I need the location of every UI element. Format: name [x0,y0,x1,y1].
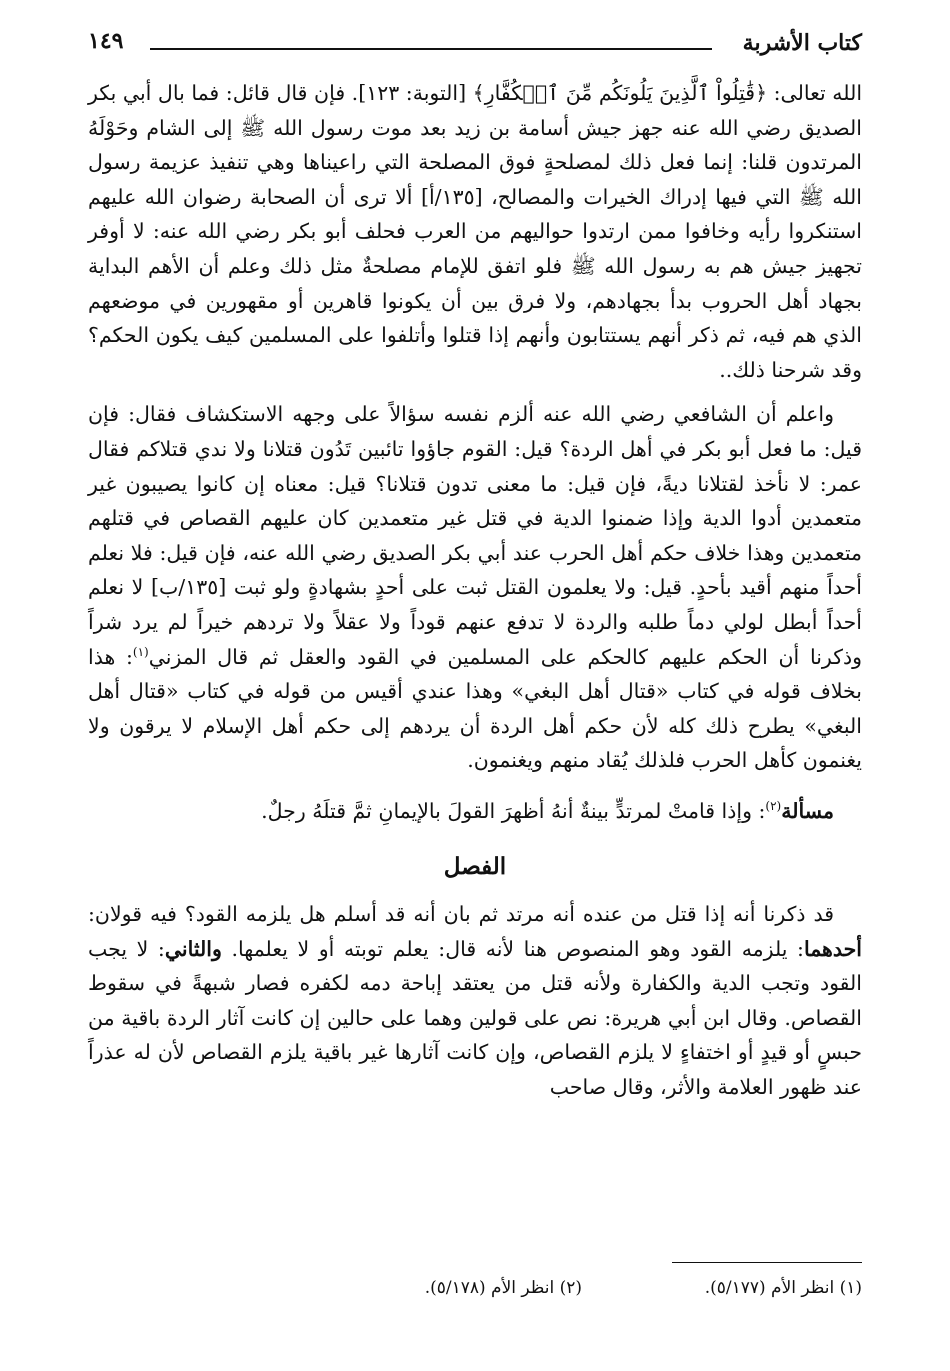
fasl-intro: قد ذكرنا أنه إذا قتل من عنده أنه مرتد ثم بان أنه قد أسلم هل يلزمه القود؟ فيه قولان: [88,902,834,927]
footnote-ref-2: (٢) [765,799,782,814]
footnote-1: (١) انظر الأم (٥/١٧٧). [704,1278,862,1298]
paragraph-2-tail: : هذا بخلاف قوله في كتاب «قتال أهل البغي» وهذا عندي أقيس من قوله في كتاب «قتال أهل البغي» يطرح ذلك كله لأن حكم أهل الردة أن يردهم إلى حكم أهل الإسلام لا يرقون ولا يغنمون كأهل الحرب فلذلك يُقاد منهم ويغنمون. [88,644,862,773]
paragraph-fasl [88,897,862,1105]
page-header [88,26,862,66]
fasl-first-label: أحدهما [803,936,862,961]
paragraph-2 [88,397,862,778]
paragraph-1: الله تعالى: ﴿قَٰتِلُواْ ٱلَّذِينَ يَلُونَكُم مِّنَ ٱلۡكُفَّارِ﴾ [التوبة: ١٢٣]. فإن قال قائل: فما بال أبي بكر الصديق رضي الله عنه جهز جيش أسامة بن زيد بعد موت رسول الله ﷺ إلى الشام وحَوْلَهُ المرتدون قلنا: إنما فعل ذلك لمصلحةٍ فوق المصلحة التي راعيناها وهي تنفيذ عزيمة رسول الله ﷺ التي فيها إدراك الخيرات والمصالح، [١٣٥/أ] ألا ترى أن الصحابة رضوان الله عليهم استنكروا رأيه وخافوا ممن ارتدوا حواليهم من العرب فحلف أبو بكر رضي الله عنه: لا أوفر تجهيز جيش هم به رسول الله ﷺ فلو اتفق للإمام مصلحةٌ مثل ذلك وعلم أن الأهم البداية بجهاد أهل الحروب بدأ بجهادهم، ولا فرق بين أن يكونوا قاهرين أو مقهورين في موضعهم الذي هم فيه، ثم ذكر أنهم يستتابون وأنهم إذا قتلوا وأتلفوا على المسلمين كيف يكون الحكم؟ وقد شرحنا ذلك.. [88,81,863,382]
footnote-rule [672,1262,862,1263]
section-heading: الفصل [443,853,507,881]
fasl-first-text: : يلزمه القود وهو المنصوص هنا لأنه قال: يعلم توبته أو لا يعلمها. [221,936,804,961]
book-title: كتاب الأشربة [742,30,862,56]
header-rule [150,48,712,50]
fasl-second-text: : لا يجب القود وتجب الدية والكفارة ولأنه قتل من يعتقد إباحة دمه لكفره فصار شبهةً في سقوط القصاص. وقال ابن أبي هريرة: نص على قولين وهما على حالين إن كانت آثار الردة باقية من حبسٍ أو قيدٍ أو اختفاءٍ لا يلزم القصاص، وإن كانت آثارها غير باقية يلزم القصاص لأن له عذراً عند ظهور العلامة والأثر، وقال صاحب [88,936,862,1100]
page-number: ١٤٩ [88,28,124,54]
footnote-ref-1: (١) [132,644,149,659]
masala-text: : وإذا قامتْ لمرتدٍّ بينةٌ أنهُ أظهرَ القولَ بالإيمانِ ثمَّ قتلَهُ رجلٌ. [261,798,766,823]
paragraph-2-text: واعلم أن الشافعي رضي الله عنه ألزم نفسه سؤالاً على وجهه الاستكشاف فقال: فإن قيل: ما فعل أبو بكر في أهل الردة؟ قيل: القوم جاؤوا تائبين تَدُون قتلانا ولا ندي قتلاكم فقال عمر: لا نأخذ لقتلانا ديةً، فإن قيل: ما معنى تدون قتلانا؟ قيل: معناه إن كانوا يصيبون غير متعمدين أدوا الدية وإذا ضمنوا الدية في قتل غير متعمدين كان عليهم القصاص في قتلهم متعمدين وهذا خلاف حكم أهل الحرب عند أبي بكر الصديق رضي الله عنه، فإن قيل: فلا نعلم أحداً منهم أقيد بأحدٍ. قيل: ولا يعلمون القتل ثبت على أحدٍ بشهادةٍ ولو ثبت [١٣٥/ب] لا نعلم أحداً أبطل لولي دماً طلبه والردة لا تدفع عنهم قوداً ولا عقلاً ولا تردهم خيراً لم يرد شراً وذكرنا أن الحكم عليهم كالحكم على المسلمين في القود والعقل ثم قال المزني [88,402,862,669]
footnote-2: (٢) انظر الأم (٥/١٧٨). [424,1278,582,1298]
main-text [88,76,862,1105]
masala-statement [88,794,862,829]
masala-label: مسألة [781,798,834,823]
fasl-second-label: والثاني [164,936,222,961]
